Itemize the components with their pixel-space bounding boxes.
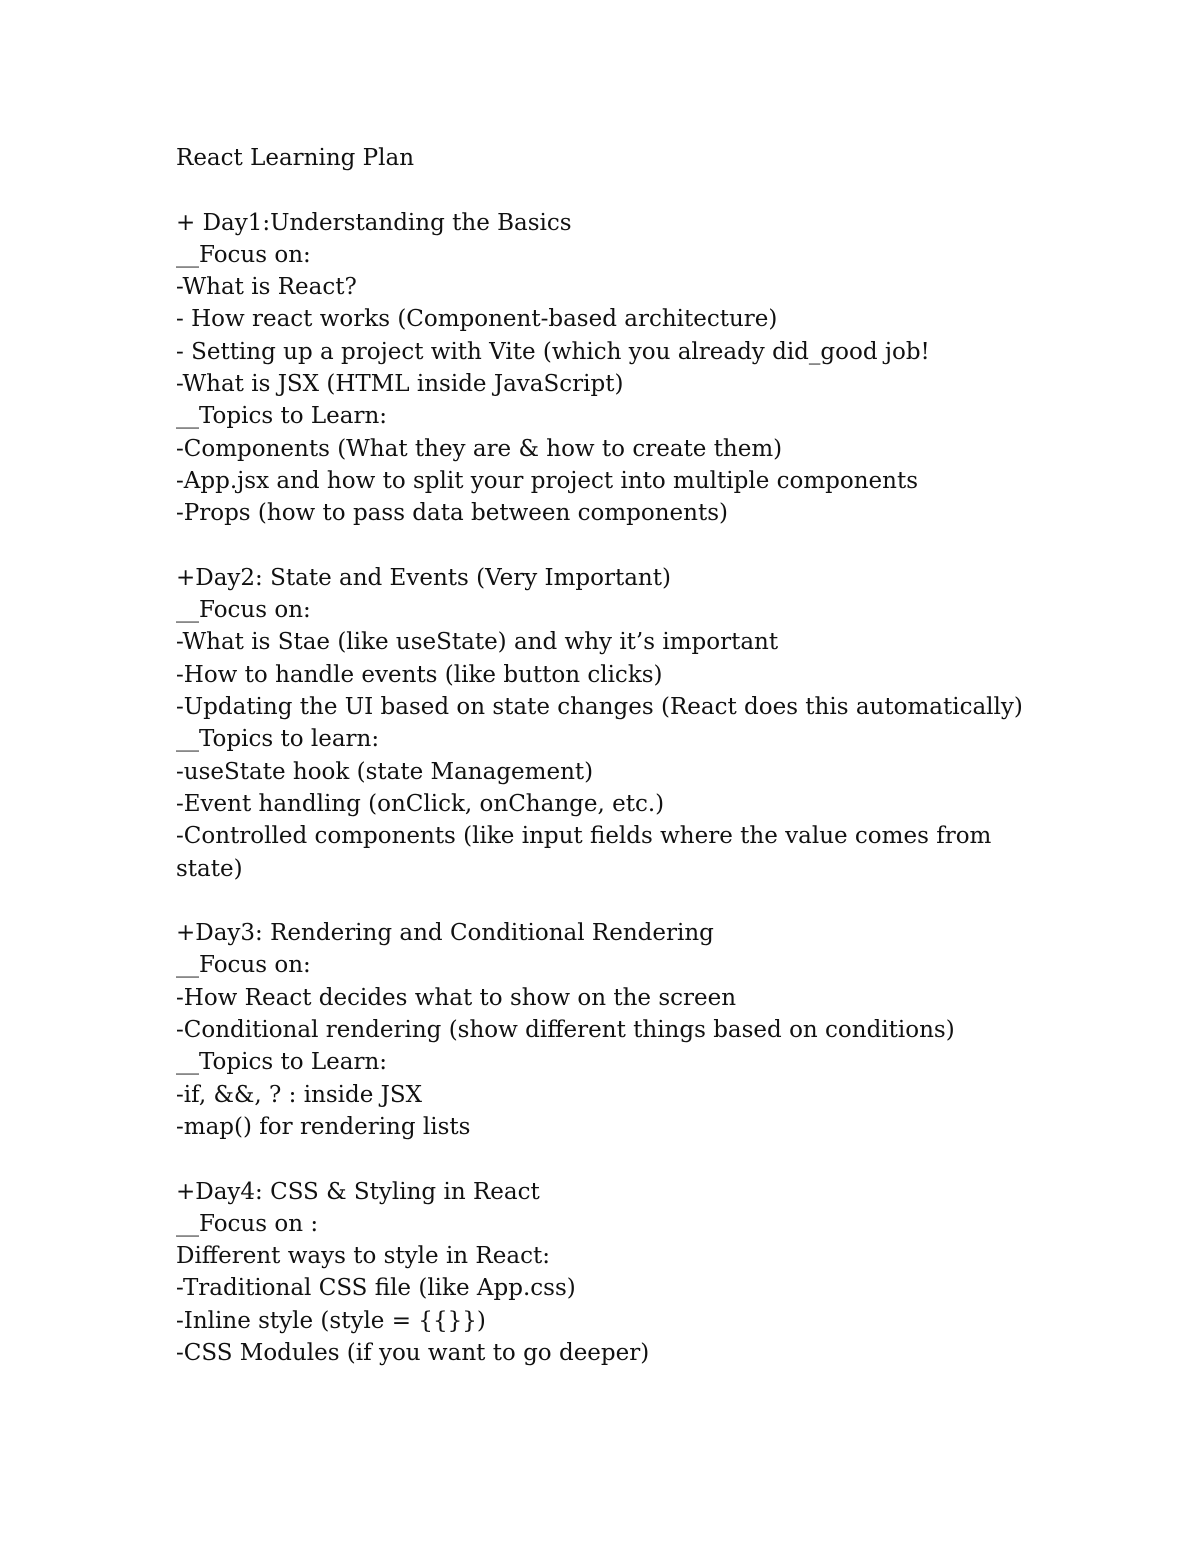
list-item: -What is Stae (like useState) and why it’s important <box>176 629 779 656</box>
list-item: -CSS Modules (if you want to go deeper) <box>176 1339 650 1366</box>
list-item: __Focus on: <box>176 952 311 979</box>
section-day2 <box>176 562 1056 885</box>
list-item: -Inline style (style = {{}}) <box>176 1307 486 1334</box>
section-heading: +Day3: Rendering and Conditional Rendering <box>176 920 714 947</box>
list-item: -How React decides what to show on the screen <box>176 984 737 1011</box>
list-item: -if, &&, ? : inside JSX <box>176 1081 423 1108</box>
spacer <box>176 174 1056 206</box>
list-item: -Traditional CSS file (like App.css) <box>176 1275 576 1302</box>
spacer <box>176 1143 1056 1175</box>
section-day1 <box>176 207 1056 530</box>
list-item: __Topics to learn: <box>176 726 380 753</box>
list-item: Different ways to style in React: <box>176 1243 550 1270</box>
section-heading: + Day1:Understanding the Basics <box>176 209 572 236</box>
list-item: -Components (What they are & how to create them) <box>176 435 783 462</box>
list-item: -Event handling (onClick, onChange, etc.) <box>176 790 665 817</box>
list-item: -Updating the UI based on state changes (React does this automatically) <box>176 694 1023 721</box>
list-item: __Focus on: <box>176 241 311 268</box>
list-item: __Focus on : <box>176 1210 319 1237</box>
list-item: -Controlled components (like input fields where the value comes from state) <box>176 823 999 882</box>
section-heading: +Day4: CSS & Styling in React <box>176 1178 540 1205</box>
list-item: -What is JSX (HTML inside JavaScript) <box>176 371 624 398</box>
document-body <box>176 142 1056 1369</box>
list-item: __Topics to Learn: <box>176 403 388 430</box>
section-day4 <box>176 1176 1056 1370</box>
list-item: -Conditional rendering (show different things based on conditions) <box>176 1017 955 1044</box>
spacer <box>176 885 1056 917</box>
list-item: - How react works (Component-based architecture) <box>176 306 778 333</box>
list-item: - Setting up a project with Vite (which you already did_good job! <box>176 338 930 365</box>
list-item: -map() for rendering lists <box>176 1113 471 1140</box>
section-day3 <box>176 917 1056 1143</box>
section-heading: +Day2: State and Events (Very Important) <box>176 564 671 591</box>
list-item: -App.jsx and how to split your project into multiple components <box>176 467 919 494</box>
document-title: React Learning Plan <box>176 145 415 171</box>
list-item: -Props (how to pass data between components) <box>176 500 728 527</box>
list-item: __Focus on: <box>176 597 311 624</box>
list-item: -What is React? <box>176 274 357 301</box>
list-item: __Topics to Learn: <box>176 1049 388 1076</box>
list-item: -How to handle events (like button clicks) <box>176 661 663 688</box>
spacer <box>176 530 1056 562</box>
list-item: -useState hook (state Management) <box>176 758 594 785</box>
